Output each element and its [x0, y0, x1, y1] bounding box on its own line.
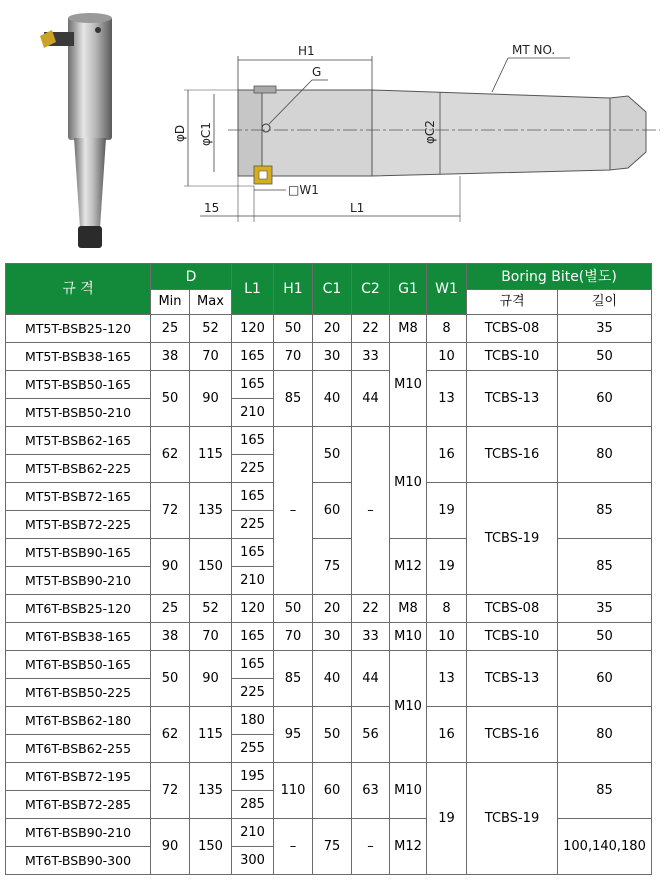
h1-cell: –	[274, 819, 313, 875]
drawing-l1-label: L1	[350, 201, 365, 215]
d-min-cell: 72	[151, 483, 190, 539]
c1-cell: 60	[313, 483, 352, 539]
l1-cell: 165	[232, 371, 274, 399]
g1-cell: M12	[390, 819, 427, 875]
drawing-head-face	[238, 90, 262, 176]
d-min-cell: 38	[151, 343, 190, 371]
c1-cell: 75	[313, 819, 352, 875]
drawing-mt-leader	[492, 58, 508, 92]
l1-cell: 165	[232, 483, 274, 511]
l1-cell: 195	[232, 763, 274, 791]
product-photo	[0, 0, 170, 255]
l1-cell: 165	[232, 427, 274, 455]
c1-cell: 30	[313, 343, 352, 371]
bite-length-cell: 35	[558, 315, 652, 343]
table-row	[6, 315, 652, 343]
d-min-cell: 90	[151, 819, 190, 875]
c2-cell: –	[352, 427, 390, 595]
drawing-insert-top	[254, 86, 276, 93]
d-max-cell: 52	[190, 315, 232, 343]
table-row	[6, 427, 652, 455]
c1-cell: 40	[313, 371, 352, 427]
l1-cell: 225	[232, 679, 274, 707]
g1-cell: M10	[390, 651, 427, 763]
model-cell: MT6T-BSB50-165	[6, 651, 151, 679]
w1-cell: 10	[427, 343, 467, 371]
d-max-cell: 90	[190, 651, 232, 707]
d-min-cell: 25	[151, 595, 190, 623]
table-row	[6, 763, 652, 791]
d-max-cell: 115	[190, 427, 232, 483]
header-bite-spec: 규격	[467, 290, 558, 315]
table-row	[6, 595, 652, 623]
bite-length-cell: 60	[558, 651, 652, 707]
d-min-cell: 25	[151, 315, 190, 343]
g1-cell: M8	[390, 595, 427, 623]
d-min-cell: 62	[151, 427, 190, 483]
table-row	[6, 371, 652, 399]
l1-cell: 180	[232, 707, 274, 735]
model-cell: MT6T-BSB72-195	[6, 763, 151, 791]
table-row	[6, 483, 652, 511]
bite-length-cell: 50	[558, 343, 652, 371]
bite-spec-cell: TCBS-10	[467, 623, 558, 651]
dimension-drawing	[170, 0, 670, 255]
header-boring-bite: Boring Bite(별도)	[467, 264, 652, 290]
c2-cell: 44	[352, 651, 390, 707]
drawing-insert-hole	[259, 171, 267, 179]
header-l1: L1	[232, 264, 274, 315]
c1-cell: 50	[313, 427, 352, 483]
l1-cell: 165	[232, 539, 274, 567]
header-row	[6, 264, 652, 290]
bite-length-cell: 60	[558, 371, 652, 427]
model-cell: MT5T-BSB62-165	[6, 427, 151, 455]
model-cell: MT6T-BSB25-120	[6, 595, 151, 623]
w1-cell: 13	[427, 371, 467, 427]
w1-cell: 8	[427, 315, 467, 343]
h1-cell: 85	[274, 651, 313, 707]
d-min-cell: 50	[151, 371, 190, 427]
table-row	[6, 707, 652, 735]
bite-spec-cell: TCBS-19	[467, 763, 558, 875]
w1-cell: 16	[427, 707, 467, 763]
model-cell: MT6T-BSB90-210	[6, 819, 151, 847]
bite-length-cell: 85	[558, 539, 652, 595]
bite-length-cell: 85	[558, 763, 652, 819]
table-row	[6, 623, 652, 651]
drawing-tang	[610, 96, 646, 170]
d-min-cell: 62	[151, 707, 190, 763]
d-max-cell: 90	[190, 371, 232, 427]
d-max-cell: 150	[190, 539, 232, 595]
g1-cell: M12	[390, 539, 427, 595]
w1-cell: 16	[427, 427, 467, 483]
bite-length-cell: 35	[558, 595, 652, 623]
c2-cell: –	[352, 819, 390, 875]
d-max-cell: 150	[190, 819, 232, 875]
header-g1: G1	[390, 264, 427, 315]
header-h1: H1	[274, 264, 313, 315]
l1-cell: 165	[232, 623, 274, 651]
header-w1: W1	[427, 264, 467, 315]
bite-spec-cell: TCBS-16	[467, 427, 558, 483]
bite-spec-cell: TCBS-10	[467, 343, 558, 371]
drawing-offset-label: 15	[204, 201, 220, 215]
model-cell: MT6T-BSB62-180	[6, 707, 151, 735]
model-cell: MT6T-BSB62-255	[6, 735, 151, 763]
l1-cell: 210	[232, 399, 274, 427]
c1-cell: 40	[313, 651, 352, 707]
h1-cell: 70	[274, 623, 313, 651]
spec-table	[5, 263, 652, 875]
l1-cell: 300	[232, 847, 274, 875]
w1-cell: 19	[427, 539, 467, 595]
header-d: D	[151, 264, 232, 290]
c1-cell: 75	[313, 539, 352, 595]
c1-cell: 30	[313, 623, 352, 651]
drawing-taper	[372, 90, 610, 176]
h1-cell: 50	[274, 315, 313, 343]
bite-length-cell: 100,140,180	[558, 819, 652, 875]
bite-spec-cell: TCBS-13	[467, 651, 558, 707]
header-d-max: Max	[190, 290, 232, 315]
header-d-min: Min	[151, 290, 190, 315]
h1-cell: 50	[274, 595, 313, 623]
h1-cell: 85	[274, 371, 313, 427]
c1-cell: 20	[313, 315, 352, 343]
d-min-cell: 90	[151, 539, 190, 595]
c2-cell: 44	[352, 371, 390, 427]
drawing-mt-label: MT NO.	[512, 43, 556, 57]
c2-cell: 33	[352, 343, 390, 371]
d-max-cell: 70	[190, 343, 232, 371]
model-cell: MT5T-BSB50-165	[6, 371, 151, 399]
model-cell: MT5T-BSB72-165	[6, 483, 151, 511]
bite-length-cell: 50	[558, 623, 652, 651]
l1-cell: 210	[232, 567, 274, 595]
photo-body	[68, 16, 112, 140]
d-min-cell: 38	[151, 623, 190, 651]
photo-taper	[74, 138, 106, 228]
header-c1: C1	[313, 264, 352, 315]
l1-cell: 165	[232, 343, 274, 371]
d-min-cell: 72	[151, 763, 190, 819]
c1-cell: 60	[313, 763, 352, 819]
c1-cell: 20	[313, 595, 352, 623]
bite-length-cell: 80	[558, 707, 652, 763]
c2-cell: 22	[352, 315, 390, 343]
c2-cell: 63	[352, 763, 390, 819]
drawing-c2-label: φC2	[423, 120, 437, 144]
drawing-c1-label: φC1	[199, 122, 213, 146]
l1-cell: 210	[232, 819, 274, 847]
c1-cell: 50	[313, 707, 352, 763]
model-cell: MT6T-BSB50-225	[6, 679, 151, 707]
d-max-cell: 135	[190, 483, 232, 539]
c2-cell: 22	[352, 595, 390, 623]
l1-cell: 120	[232, 595, 274, 623]
bite-spec-cell: TCBS-16	[467, 707, 558, 763]
photo-screw	[95, 27, 101, 33]
c2-cell: 56	[352, 707, 390, 763]
model-cell: MT5T-BSB90-210	[6, 567, 151, 595]
c2-cell: 33	[352, 623, 390, 651]
d-min-cell: 50	[151, 651, 190, 707]
w1-cell: 13	[427, 651, 467, 707]
g1-cell: M8	[390, 315, 427, 343]
bite-length-cell: 85	[558, 483, 652, 539]
l1-cell: 120	[232, 315, 274, 343]
model-cell: MT5T-BSB90-165	[6, 539, 151, 567]
l1-cell: 285	[232, 791, 274, 819]
d-max-cell: 135	[190, 763, 232, 819]
d-max-cell: 52	[190, 595, 232, 623]
g1-cell: M10	[390, 763, 427, 819]
drawing-d-label: φD	[173, 124, 187, 142]
drawing-w1-label: □W1	[288, 183, 319, 197]
h1-cell: –	[274, 427, 313, 595]
header-bite-length: 길이	[558, 290, 652, 315]
h1-cell: 70	[274, 343, 313, 371]
model-cell: MT6T-BSB38-165	[6, 623, 151, 651]
d-max-cell: 70	[190, 623, 232, 651]
bite-spec-cell: TCBS-08	[467, 315, 558, 343]
d-max-cell: 115	[190, 707, 232, 763]
model-cell: MT5T-BSB50-210	[6, 399, 151, 427]
table-row	[6, 651, 652, 679]
l1-cell: 255	[232, 735, 274, 763]
w1-cell: 8	[427, 595, 467, 623]
drawing-h1-label: H1	[298, 44, 315, 58]
l1-cell: 225	[232, 455, 274, 483]
table-row	[6, 343, 652, 371]
drawing-g-label: G	[312, 65, 322, 79]
g1-cell: M10	[390, 427, 427, 539]
bite-spec-cell: TCBS-13	[467, 371, 558, 427]
model-cell: MT5T-BSB62-225	[6, 455, 151, 483]
model-cell: MT6T-BSB90-300	[6, 847, 151, 875]
w1-cell: 19	[427, 483, 467, 539]
g1-cell: M10	[390, 623, 427, 651]
g1-cell: M10	[390, 343, 427, 427]
w1-cell: 10	[427, 623, 467, 651]
bite-spec-cell: TCBS-08	[467, 595, 558, 623]
photo-top-face	[68, 13, 112, 23]
model-cell: MT6T-BSB72-285	[6, 791, 151, 819]
bite-spec-cell: TCBS-19	[467, 483, 558, 595]
header-c2: C2	[352, 264, 390, 315]
h1-cell: 95	[274, 707, 313, 763]
bite-length-cell: 80	[558, 427, 652, 483]
l1-cell: 165	[232, 651, 274, 679]
photo-tang	[78, 226, 102, 248]
model-cell: MT5T-BSB72-225	[6, 511, 151, 539]
w1-cell: 19	[427, 763, 467, 875]
model-cell: MT5T-BSB38-165	[6, 343, 151, 371]
h1-cell: 110	[274, 763, 313, 819]
l1-cell: 225	[232, 511, 274, 539]
model-cell: MT5T-BSB25-120	[6, 315, 151, 343]
header-spec: 규 격	[6, 264, 151, 315]
